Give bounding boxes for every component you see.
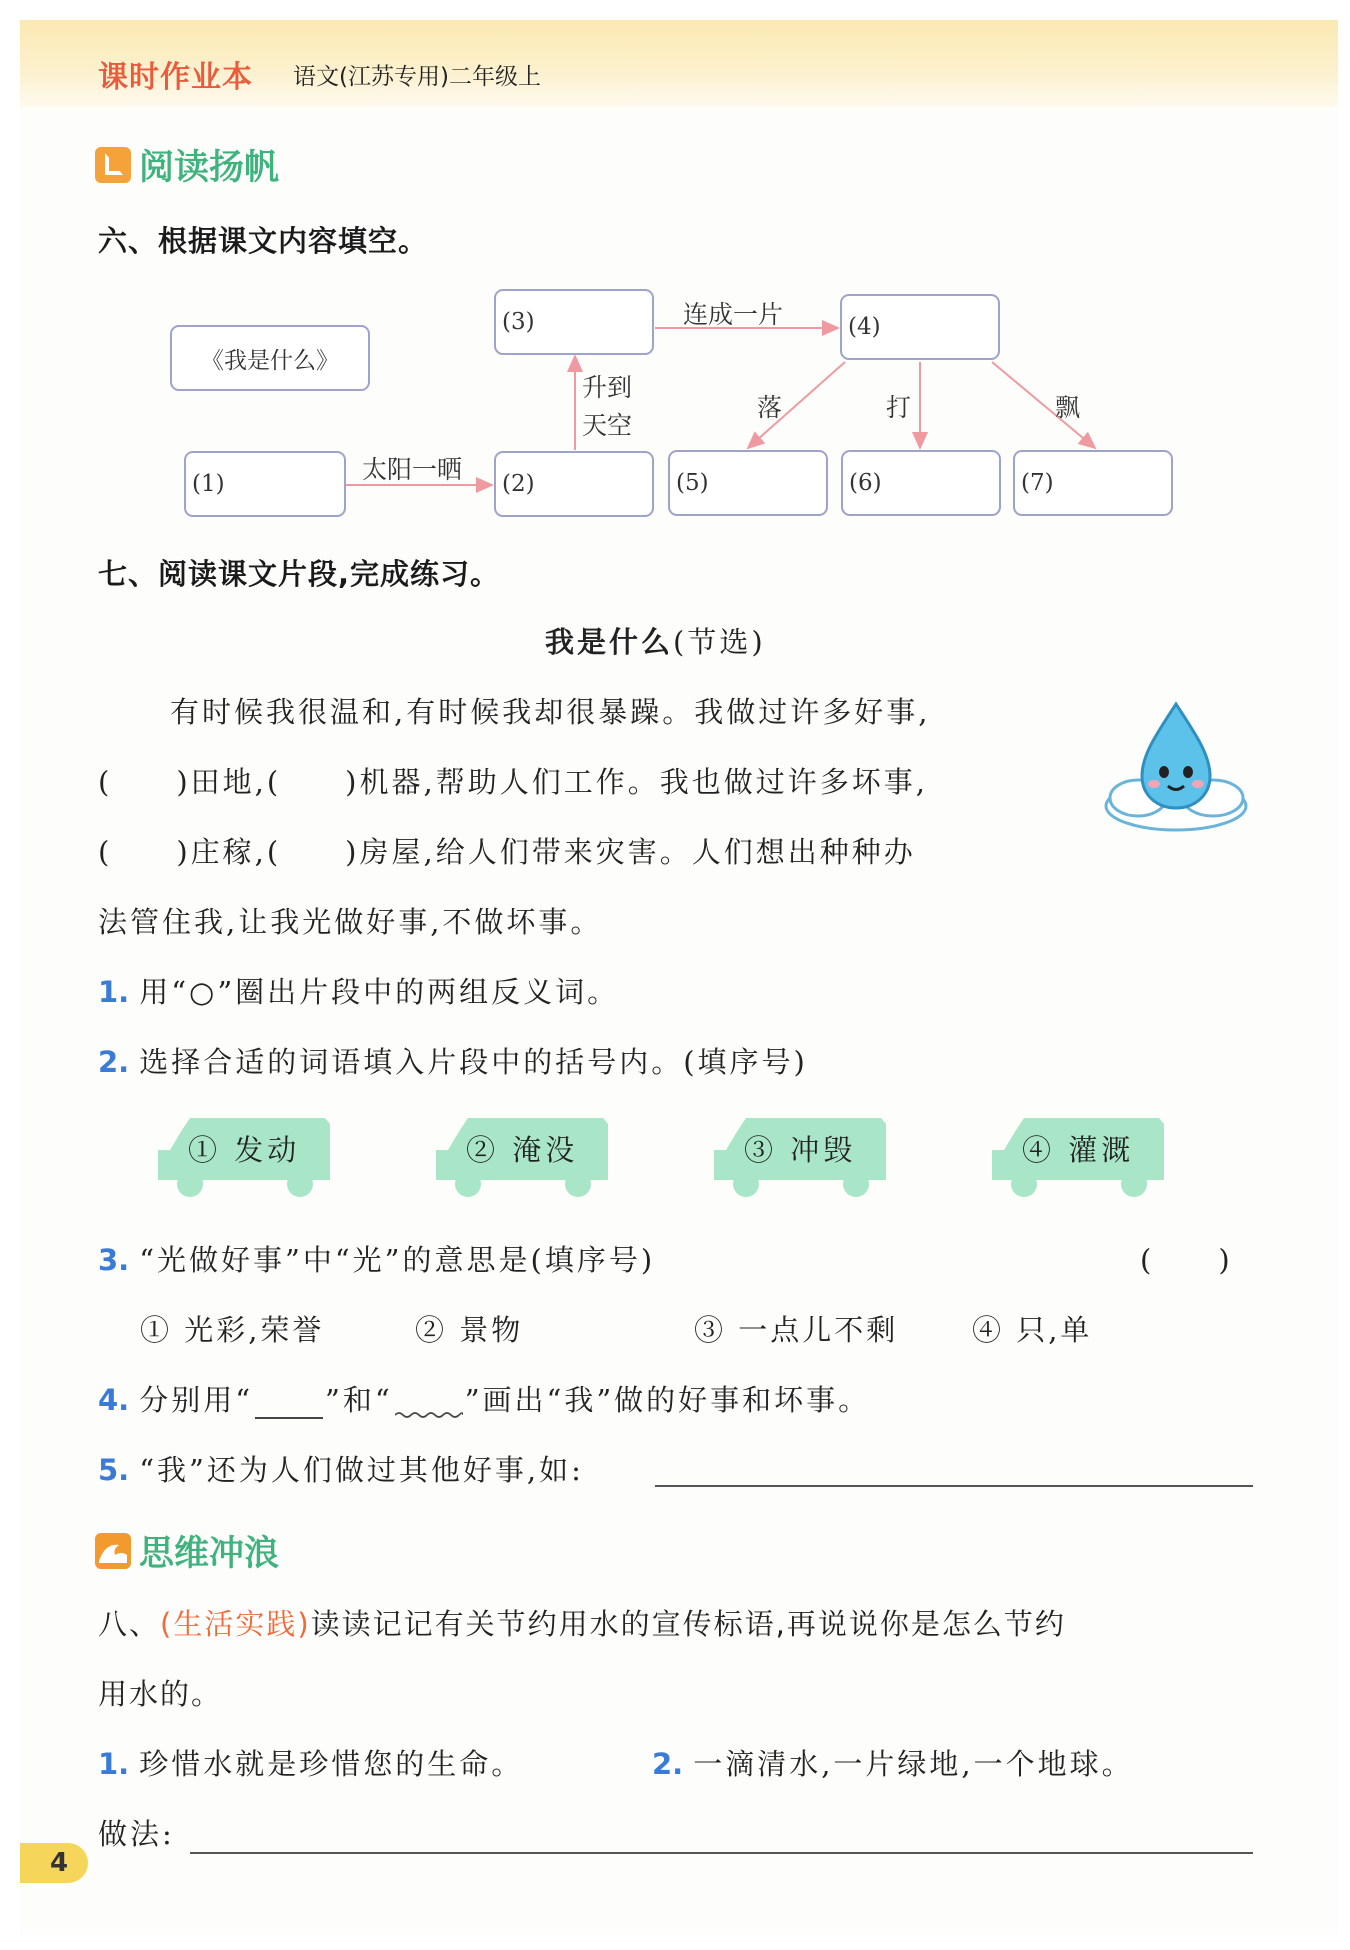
question-6-title: 六、根据课文内容填空。 [98,224,429,258]
box-5[interactable]: (5) [668,450,828,516]
header-brand: 课时作业本 [98,60,253,95]
slogan-2: 2. 一滴清水,一片绿地,一个地球。 [652,1747,1134,1781]
q7-item-5-answer-line[interactable] [655,1485,1253,1487]
page-number: 4 [20,1843,88,1883]
question-8-line-1: 八、(生活实践)读读记记有关节约用水的宣传标语,再说说你是怎么节约 [98,1607,1066,1641]
passage-line-3: ( )庄稼,( )房屋,给人们带来灾害。人们想出种种办 [98,835,916,869]
q7-item-3: 3. “光做好事”中“光”的意思是(填序号) [98,1243,656,1277]
wavy-underline-sample [395,1389,463,1419]
header-subtitle: 语文(江苏专用)二年级上 [293,64,541,90]
box-6[interactable]: (6) [841,450,1001,516]
meaning-option-2: ② 景物 [415,1313,524,1347]
passage-line-4: 法管住我,让我光做好事,不做坏事。 [98,905,603,939]
label-join: 连成一片 [683,300,784,329]
straight-underline-sample [255,1391,323,1419]
word-option-4: ④ 灌溉 [984,1110,1174,1200]
q7-item-2: 2. 选择合适的词语填入片段中的括号内。(填序号) [98,1045,808,1079]
passage-line-2: ( )田地,( )机器,帮助人们工作。我也做过许多坏事, [98,765,928,799]
method-answer-line[interactable] [190,1852,1253,1854]
book-title: 《我是什么》 [201,347,339,374]
label-rise-1: 升到 [582,373,633,402]
label-sun: 太阳一晒 [362,455,463,484]
box-2[interactable]: (2) [494,451,654,517]
label-fall: 落 [757,393,783,422]
meaning-option-3: ③ 一点儿不剩 [694,1313,899,1347]
water-drop-mascot-icon [1098,698,1253,838]
book-title-box [170,325,370,391]
life-practice-tag: (生活实践) [160,1607,311,1641]
wave-icon [95,1533,131,1569]
passage-line-1: 有时候我很温和,有时候我却很暴躁。我做过许多好事, [170,695,931,729]
meaning-option-1: ① 光彩,荣誉 [140,1313,325,1347]
box-3[interactable]: (3) [494,289,654,355]
word-option-3: ③ 冲毁 [706,1110,896,1200]
q7-item-4: 4. 分别用“ ”和“ ”画出“我”做的好事和坏事。 [98,1383,871,1417]
q7-item-3-answer-blank[interactable]: ( ) [1140,1243,1233,1277]
q7-item-1: 1. 用“○”圈出片段中的两组反义词。 [98,975,620,1009]
question-8-line-2: 用水的。 [98,1677,223,1711]
label-float: 飘 [1055,393,1081,422]
label-hit: 打 [886,393,912,422]
label-rise-2: 天空 [582,411,633,440]
box-1[interactable]: (1) [184,451,346,517]
word-option-2: ② 淹没 [428,1110,618,1200]
method-label: 做法: [98,1817,175,1851]
section-title: 思维冲浪 [139,1534,280,1574]
section-thinking [95,1526,279,1576]
slogan-1: 1. 珍惜水就是珍惜您的生命。 [98,1747,524,1781]
section-title: 阅读扬帆 [139,148,280,188]
question-7-title: 七、阅读课文片段,完成练习。 [98,557,501,591]
passage-title: 我是什么(节选) [545,625,766,659]
q7-item-5: 5. “我”还为人们做过其他好事,如: [98,1453,584,1487]
meaning-option-4: ④ 只,单 [972,1313,1093,1347]
box-7[interactable]: (7) [1013,450,1173,516]
word-option-1: ① 发动 [150,1110,340,1200]
box-4[interactable]: (4) [840,294,1000,360]
